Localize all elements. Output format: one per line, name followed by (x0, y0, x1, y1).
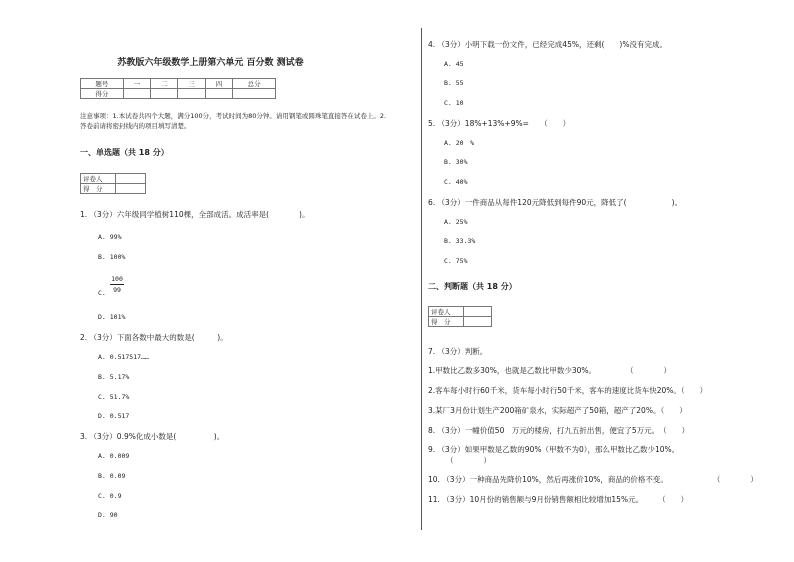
q1-option-b[interactable]: B. 100% (98, 253, 126, 261)
grader-score-label: 得 分 (429, 317, 464, 327)
q5-option-b[interactable]: B. 30% (444, 158, 468, 166)
score-header-cell: 四 (205, 79, 232, 89)
question-1-stem: 1. （3分）六年级同学植树110棵，全部成活。成活率是( )。 (80, 210, 310, 219)
grader-score-label: 得 分 (81, 184, 116, 194)
q6-option-a[interactable]: A. 25% (444, 218, 468, 226)
q9-answer-bracket[interactable]: （ ） (446, 456, 491, 465)
q1-option-d[interactable]: D. 101% (98, 313, 126, 321)
section-1-heading: 一、单选题（共 18 分） (80, 148, 169, 157)
score-table-row (81, 89, 276, 99)
q2-option-b[interactable]: B. 5.17% (98, 373, 130, 381)
q1-option-c[interactable]: C. (98, 289, 106, 297)
q4-option-c[interactable]: C. 10 (444, 99, 464, 107)
score-row-label: 得分 (81, 89, 124, 99)
q2-option-d[interactable]: D. 0.517 (98, 412, 130, 420)
q3-option-d[interactable]: D. 90 (98, 511, 118, 519)
grader-box-2 (428, 306, 492, 327)
q5-option-a[interactable]: A. 20 % (444, 139, 474, 147)
q3-option-a[interactable]: A. 0.009 (98, 452, 130, 460)
question-5-stem: 5. （3分）18%+13%+9%= （ ） (428, 119, 571, 128)
page-title: 苏教版六年级数学上册第六单元 百分数 测试卷 (117, 58, 304, 68)
score-cell[interactable] (123, 89, 150, 99)
q7-statement-2: 2.客车每小时行60千米，货车每小时行50千米，客车的速度比货车快20%。（ ） (428, 386, 708, 395)
grader-box-1 (80, 173, 146, 194)
score-cell[interactable] (205, 89, 232, 99)
question-3-stem: 3. （3分）0.9%化成小数是( )。 (80, 432, 225, 441)
q6-option-b[interactable]: B. 33.3% (444, 237, 476, 245)
q4-option-a[interactable]: A. 45 (444, 60, 464, 68)
q4-option-b[interactable]: B. 55 (444, 79, 464, 87)
question-11-stem: 11. （3分）10月份的销售额与9月份销售额相比较增加15%元。 （ ） (428, 495, 689, 504)
q2-option-a[interactable]: A. 0.517517…… (98, 353, 149, 361)
score-table (80, 78, 276, 99)
score-cell[interactable] (233, 89, 276, 99)
q7-statement-1: 1.甲数比乙数多30%，也就是乙数比甲数少30%。 （ ） (428, 366, 671, 375)
q2-option-c[interactable]: C. 51.7% (98, 393, 130, 401)
question-2-stem: 2. （3分）下面各数中最大的数是( )。 (80, 333, 228, 342)
score-table-header (81, 79, 276, 89)
q1-option-a[interactable]: A. 99% (98, 233, 122, 241)
question-7-stem: 7. （3分）判断。 (428, 347, 488, 356)
grader-reviewer-label: 评卷人 (429, 307, 464, 317)
q7-statement-3: 3.某厂3月份计划生产200箱矿泉水，实际超产了50箱，超产了20%。（ ） (428, 406, 687, 415)
fraction-denominator: 99 (113, 286, 121, 294)
q3-option-c[interactable]: C. 0.9 (98, 492, 122, 500)
grader-reviewer-cell[interactable] (116, 174, 146, 184)
notice-line-2: 答卷前请将密封线内的项目填写清楚。 (80, 122, 191, 130)
score-cell[interactable] (151, 89, 178, 99)
question-6-stem: 6. （3分）一件商品从每件120元降低到每件90元，降低了( )。 (428, 198, 683, 207)
question-10-stem: 10. （3分）一种商品先降价10%，然后再涨价10%，商品的价格不变。 （ ） (428, 475, 758, 484)
column-divider (421, 28, 422, 530)
score-header-cell: 一 (123, 79, 150, 89)
grader-score-cell[interactable] (464, 317, 492, 327)
q5-option-c[interactable]: C. 40% (444, 178, 468, 186)
q3-option-b[interactable]: B. 0.09 (98, 472, 126, 480)
score-cell[interactable] (178, 89, 205, 99)
fraction-bar (110, 284, 124, 285)
fraction-numerator: 100 (111, 275, 123, 283)
grader-reviewer-cell[interactable] (464, 307, 492, 317)
question-9-stem: 9. （3分）如果甲数是乙数的90%（甲数不为0），那么甲数比乙数少10%。 (428, 445, 680, 454)
q1-option-c-fraction (110, 275, 124, 294)
grader-reviewer-label: 评卷人 (81, 174, 116, 184)
q6-option-c[interactable]: C. 75% (444, 257, 468, 265)
question-4-stem: 4. （3分）小明下载一份文件，已经完成45%，还剩( )%没有完成。 (428, 40, 667, 49)
score-header-cell: 三 (178, 79, 205, 89)
score-header-cell: 题号 (81, 79, 124, 89)
score-header-cell: 二 (151, 79, 178, 89)
section-2-heading: 二、判断题（共 18 分） (428, 282, 517, 291)
score-header-cell: 总分 (233, 79, 276, 89)
notice-line-1: 注意事项：1.本试卷共四个大题，满分100分，考试时间为80分钟。请用钢笔或圆珠笔直接答在试卷上。2. (80, 112, 387, 120)
grader-score-cell[interactable] (116, 184, 146, 194)
question-8-stem: 8. （3分）一幢价值50 万元的楼房，打九五折出售，便宜了5万元。 （ ） (428, 426, 690, 435)
